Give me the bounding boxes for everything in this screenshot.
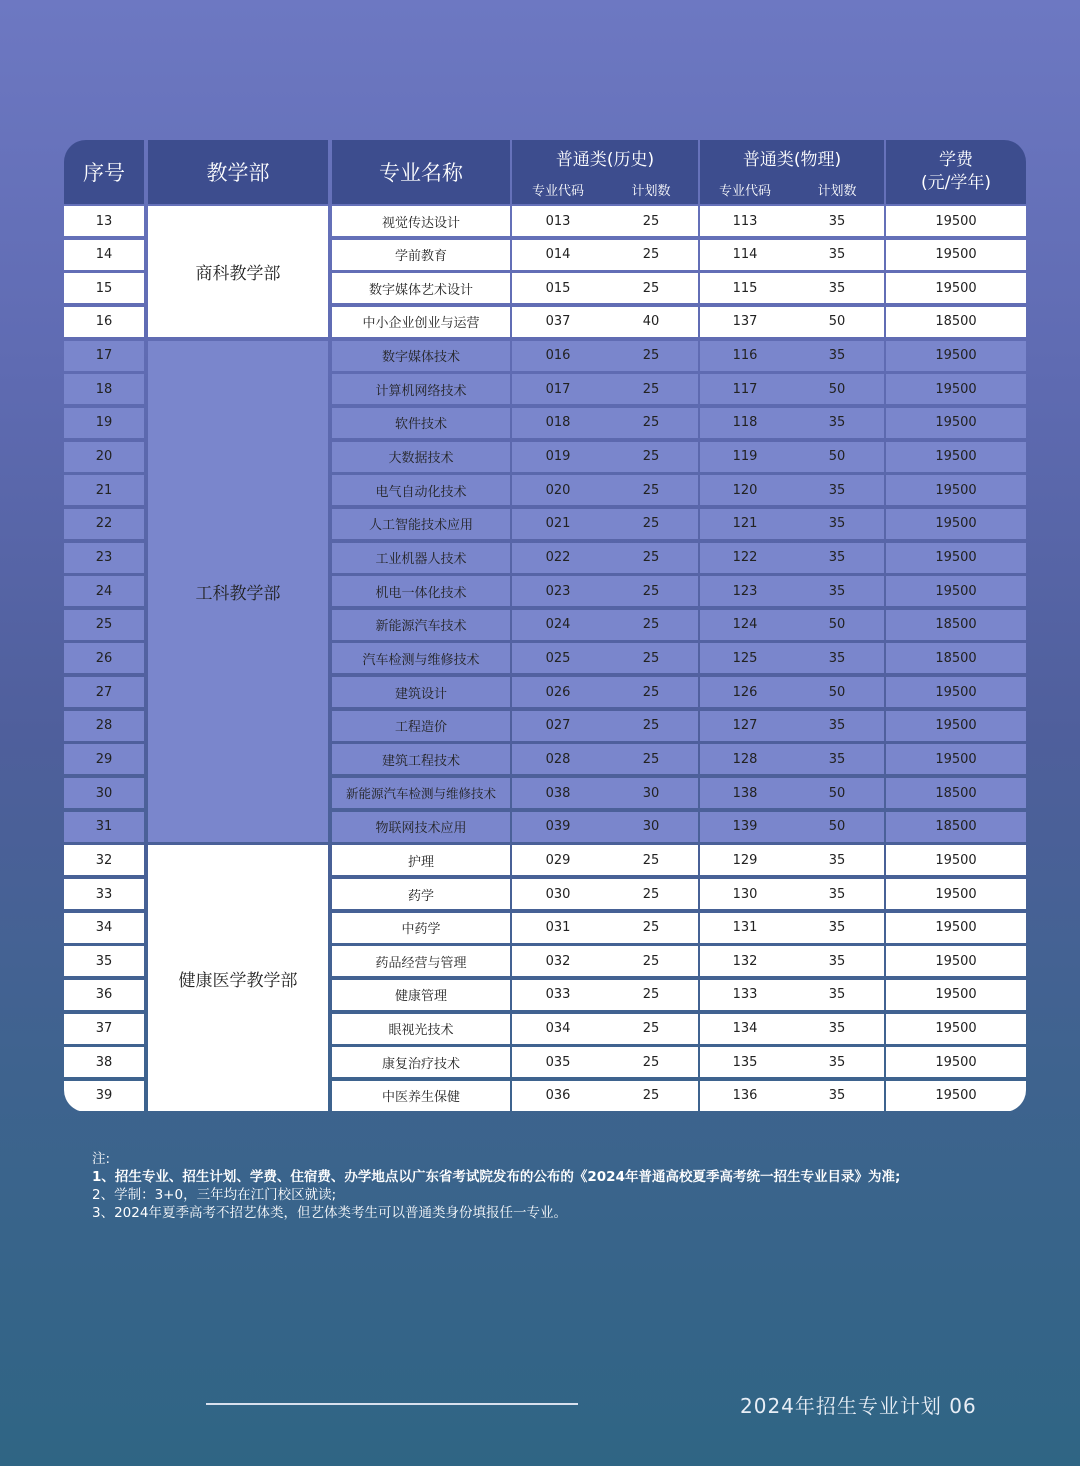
physics-plan-cell: 50: [790, 442, 884, 472]
history-code-cell: 017: [512, 374, 604, 404]
fee-cell: 19500: [886, 475, 1026, 505]
fee-cell: 19500: [886, 374, 1026, 404]
physics-code-cell: 125: [700, 643, 790, 673]
physics-plan-cell: 35: [790, 273, 884, 303]
seq-cell: 31: [64, 812, 144, 842]
physics-plan-cell: 50: [790, 778, 884, 808]
major-name-cell: 学前教育: [332, 240, 510, 270]
physics-code-cell: 135: [700, 1047, 790, 1077]
history-plan-cell: 30: [604, 812, 698, 842]
seq-cell: 26: [64, 643, 144, 673]
history-code-cell: 034: [512, 1014, 604, 1044]
physics-code-cell: 124: [700, 610, 790, 640]
physics-plan-cell: 35: [790, 509, 884, 539]
physics-code-cell: 137: [700, 307, 790, 337]
seq-cell: 14: [64, 240, 144, 270]
major-name-cell: 中小企业创业与运营: [332, 307, 510, 337]
header-history-group: 普通类(历史): [512, 140, 698, 174]
major-name-cell: 康复治疗技术: [332, 1047, 510, 1077]
fee-cell: 19500: [886, 1081, 1026, 1111]
history-plan-cell: 25: [604, 744, 698, 774]
major-name-cell: 中医养生保健: [332, 1081, 510, 1111]
physics-plan-cell: 35: [790, 1047, 884, 1077]
seq-cell: 36: [64, 980, 144, 1010]
history-code-cell: 025: [512, 643, 604, 673]
physics-code-cell: 117: [700, 374, 790, 404]
major-name-cell: 新能源汽车检测与维修技术: [332, 778, 510, 808]
header-physics-code: 专业代码: [700, 174, 790, 204]
history-plan-cell: 25: [604, 1047, 698, 1077]
history-code-cell: 035: [512, 1047, 604, 1077]
history-code-cell: 013: [512, 206, 604, 236]
major-name-cell: 人工智能技术应用: [332, 509, 510, 539]
physics-plan-cell: 35: [790, 744, 884, 774]
seq-cell: 23: [64, 543, 144, 573]
seq-cell: 17: [64, 341, 144, 371]
notes-line-3: 3、2024年夏季高考不招艺体类，但艺体类考生可以普通类身份填报任一专业。: [92, 1205, 567, 1221]
physics-plan-cell: 35: [790, 1014, 884, 1044]
physics-plan-cell: 35: [790, 879, 884, 909]
seq-cell: 35: [64, 946, 144, 976]
header-history-plan: 计划数: [604, 174, 698, 204]
history-plan-cell: 25: [604, 509, 698, 539]
major-name-cell: 物联网技术应用: [332, 812, 510, 842]
physics-plan-cell: 35: [790, 946, 884, 976]
history-plan-cell: 25: [604, 576, 698, 606]
physics-plan-cell: 50: [790, 610, 884, 640]
major-name-cell: 中药学: [332, 913, 510, 943]
history-plan-cell: 25: [604, 408, 698, 438]
physics-code-cell: 116: [700, 341, 790, 371]
physics-plan-cell: 35: [790, 543, 884, 573]
fee-cell: 18500: [886, 307, 1026, 337]
header-fee-line2: (元/学年): [921, 173, 991, 193]
history-code-cell: 023: [512, 576, 604, 606]
seq-cell: 39: [64, 1081, 144, 1111]
history-code-cell: 038: [512, 778, 604, 808]
physics-plan-cell: 50: [790, 812, 884, 842]
header-fee: [886, 140, 1026, 204]
fee-cell: 19500: [886, 879, 1026, 909]
major-name-cell: 机电一体化技术: [332, 576, 510, 606]
history-plan-cell: 25: [604, 543, 698, 573]
history-plan-cell: 25: [604, 946, 698, 976]
seq-cell: 33: [64, 879, 144, 909]
notes-line-2: 2、学制：3+0，三年均在江门校区就读;: [92, 1187, 337, 1203]
physics-plan-cell: 50: [790, 307, 884, 337]
fee-cell: 19500: [886, 509, 1026, 539]
fee-cell: 19500: [886, 206, 1026, 236]
history-plan-cell: 25: [604, 610, 698, 640]
major-name-cell: 新能源汽车技术: [332, 610, 510, 640]
fee-cell: 19500: [886, 946, 1026, 976]
history-plan-cell: 25: [604, 677, 698, 707]
notes-line-1: 1、招生专业、招生计划、学费、住宿费、办学地点以广东省考试院发布的公布的《2024年普通高校夏季高考统一招生专业目录》为准;: [92, 1169, 901, 1185]
major-name-cell: 眼视光技术: [332, 1014, 510, 1044]
history-code-cell: 029: [512, 845, 604, 875]
history-code-cell: 036: [512, 1081, 604, 1111]
major-name-cell: 健康管理: [332, 980, 510, 1010]
physics-code-cell: 118: [700, 408, 790, 438]
history-code-cell: 028: [512, 744, 604, 774]
fee-cell: 19500: [886, 543, 1026, 573]
fee-cell: 19500: [886, 711, 1026, 741]
history-plan-cell: 25: [604, 879, 698, 909]
history-code-cell: 031: [512, 913, 604, 943]
major-name-cell: 建筑设计: [332, 677, 510, 707]
physics-plan-cell: 35: [790, 845, 884, 875]
physics-code-cell: 131: [700, 913, 790, 943]
physics-code-cell: 113: [700, 206, 790, 236]
seq-cell: 18: [64, 374, 144, 404]
major-name-cell: 药学: [332, 879, 510, 909]
history-code-cell: 026: [512, 677, 604, 707]
history-code-cell: 039: [512, 812, 604, 842]
history-code-cell: 021: [512, 509, 604, 539]
history-code-cell: 015: [512, 273, 604, 303]
header-physics-group: 普通类(物理): [700, 140, 884, 174]
seq-cell: 21: [64, 475, 144, 505]
physics-code-cell: 128: [700, 744, 790, 774]
fee-cell: 18500: [886, 778, 1026, 808]
physics-code-cell: 130: [700, 879, 790, 909]
physics-code-cell: 115: [700, 273, 790, 303]
fee-cell: 18500: [886, 812, 1026, 842]
history-code-cell: 033: [512, 980, 604, 1010]
major-name-cell: 数字媒体技术: [332, 341, 510, 371]
history-code-cell: 024: [512, 610, 604, 640]
fee-cell: 19500: [886, 341, 1026, 371]
history-plan-cell: 25: [604, 711, 698, 741]
physics-plan-cell: 35: [790, 240, 884, 270]
physics-plan-cell: 35: [790, 643, 884, 673]
physics-code-cell: 120: [700, 475, 790, 505]
physics-plan-cell: 35: [790, 475, 884, 505]
header-physics-plan: 计划数: [790, 174, 884, 204]
physics-code-cell: 139: [700, 812, 790, 842]
seq-cell: 34: [64, 913, 144, 943]
history-plan-cell: 25: [604, 913, 698, 943]
physics-code-cell: 123: [700, 576, 790, 606]
physics-code-cell: 126: [700, 677, 790, 707]
header-major: 专业名称: [332, 140, 510, 204]
physics-code-cell: 136: [700, 1081, 790, 1111]
seq-cell: 27: [64, 677, 144, 707]
seq-cell: 20: [64, 442, 144, 472]
seq-cell: 25: [64, 610, 144, 640]
history-plan-cell: 30: [604, 778, 698, 808]
history-plan-cell: 25: [604, 442, 698, 472]
fee-cell: 18500: [886, 643, 1026, 673]
fee-cell: 19500: [886, 408, 1026, 438]
major-name-cell: 工业机器人技术: [332, 543, 510, 573]
header-dept: 教学部: [148, 140, 328, 204]
fee-cell: 19500: [886, 1047, 1026, 1077]
header-fee-line1: 学费: [939, 150, 973, 170]
physics-code-cell: 132: [700, 946, 790, 976]
seq-cell: 16: [64, 307, 144, 337]
fee-cell: 19500: [886, 913, 1026, 943]
fee-cell: 19500: [886, 273, 1026, 303]
history-plan-cell: 25: [604, 341, 698, 371]
physics-plan-cell: 35: [790, 206, 884, 236]
header-history-code: 专业代码: [512, 174, 604, 204]
footer-divider: [206, 1403, 578, 1405]
seq-cell: 37: [64, 1014, 144, 1044]
enrollment-plan-table: [64, 140, 1026, 1112]
history-plan-cell: 25: [604, 240, 698, 270]
notes-heading: 注:: [92, 1151, 111, 1167]
physics-code-cell: 121: [700, 509, 790, 539]
seq-cell: 13: [64, 206, 144, 236]
history-code-cell: 027: [512, 711, 604, 741]
physics-plan-cell: 50: [790, 677, 884, 707]
department-cell: 健康医学教学部: [148, 845, 328, 1111]
history-plan-cell: 25: [604, 643, 698, 673]
history-plan-cell: 25: [604, 374, 698, 404]
physics-code-cell: 122: [700, 543, 790, 573]
physics-code-cell: 138: [700, 778, 790, 808]
history-code-cell: 022: [512, 543, 604, 573]
seq-cell: 24: [64, 576, 144, 606]
major-name-cell: 软件技术: [332, 408, 510, 438]
history-plan-cell: 25: [604, 273, 698, 303]
fee-cell: 19500: [886, 576, 1026, 606]
fee-cell: 19500: [886, 1014, 1026, 1044]
department-cell: 商科教学部: [148, 206, 328, 337]
major-name-cell: 建筑工程技术: [332, 744, 510, 774]
seq-cell: 38: [64, 1047, 144, 1077]
history-plan-cell: 25: [604, 1014, 698, 1044]
fee-cell: 19500: [886, 677, 1026, 707]
major-name-cell: 大数据技术: [332, 442, 510, 472]
history-plan-cell: 25: [604, 475, 698, 505]
history-code-cell: 019: [512, 442, 604, 472]
physics-code-cell: 127: [700, 711, 790, 741]
history-plan-cell: 25: [604, 980, 698, 1010]
history-plan-cell: 25: [604, 1081, 698, 1111]
history-code-cell: 032: [512, 946, 604, 976]
major-name-cell: 数字媒体艺术设计: [332, 273, 510, 303]
history-code-cell: 030: [512, 879, 604, 909]
physics-plan-cell: 35: [790, 711, 884, 741]
physics-plan-cell: 35: [790, 1081, 884, 1111]
notes: [92, 1150, 1052, 1222]
major-name-cell: 计算机网络技术: [332, 374, 510, 404]
fee-cell: 19500: [886, 442, 1026, 472]
seq-cell: 30: [64, 778, 144, 808]
major-name-cell: 工程造价: [332, 711, 510, 741]
history-code-cell: 018: [512, 408, 604, 438]
major-name-cell: 视觉传达设计: [332, 206, 510, 236]
history-plan-cell: 40: [604, 307, 698, 337]
department-cell: 工科教学部: [148, 341, 328, 842]
fee-cell: 19500: [886, 240, 1026, 270]
seq-cell: 28: [64, 711, 144, 741]
fee-cell: 19500: [886, 980, 1026, 1010]
fee-cell: 18500: [886, 610, 1026, 640]
history-plan-cell: 25: [604, 206, 698, 236]
major-name-cell: 药品经营与管理: [332, 946, 510, 976]
history-code-cell: 014: [512, 240, 604, 270]
fee-cell: 19500: [886, 744, 1026, 774]
physics-code-cell: 119: [700, 442, 790, 472]
seq-cell: 29: [64, 744, 144, 774]
seq-cell: 32: [64, 845, 144, 875]
seq-cell: 19: [64, 408, 144, 438]
physics-code-cell: 134: [700, 1014, 790, 1044]
major-name-cell: 汽车检测与维修技术: [332, 643, 510, 673]
physics-code-cell: 129: [700, 845, 790, 875]
physics-plan-cell: 50: [790, 374, 884, 404]
physics-plan-cell: 35: [790, 913, 884, 943]
physics-plan-cell: 35: [790, 576, 884, 606]
history-plan-cell: 25: [604, 845, 698, 875]
seq-cell: 22: [64, 509, 144, 539]
history-code-cell: 020: [512, 475, 604, 505]
physics-plan-cell: 35: [790, 341, 884, 371]
physics-code-cell: 114: [700, 240, 790, 270]
fee-cell: 19500: [886, 845, 1026, 875]
physics-code-cell: 133: [700, 980, 790, 1010]
footer-title: 2024年招生专业计划 06: [740, 1394, 977, 1418]
history-code-cell: 016: [512, 341, 604, 371]
major-name-cell: 电气自动化技术: [332, 475, 510, 505]
history-code-cell: 037: [512, 307, 604, 337]
physics-plan-cell: 35: [790, 980, 884, 1010]
seq-cell: 15: [64, 273, 144, 303]
major-name-cell: 护理: [332, 845, 510, 875]
physics-plan-cell: 35: [790, 408, 884, 438]
header-seq: 序号: [64, 140, 144, 204]
